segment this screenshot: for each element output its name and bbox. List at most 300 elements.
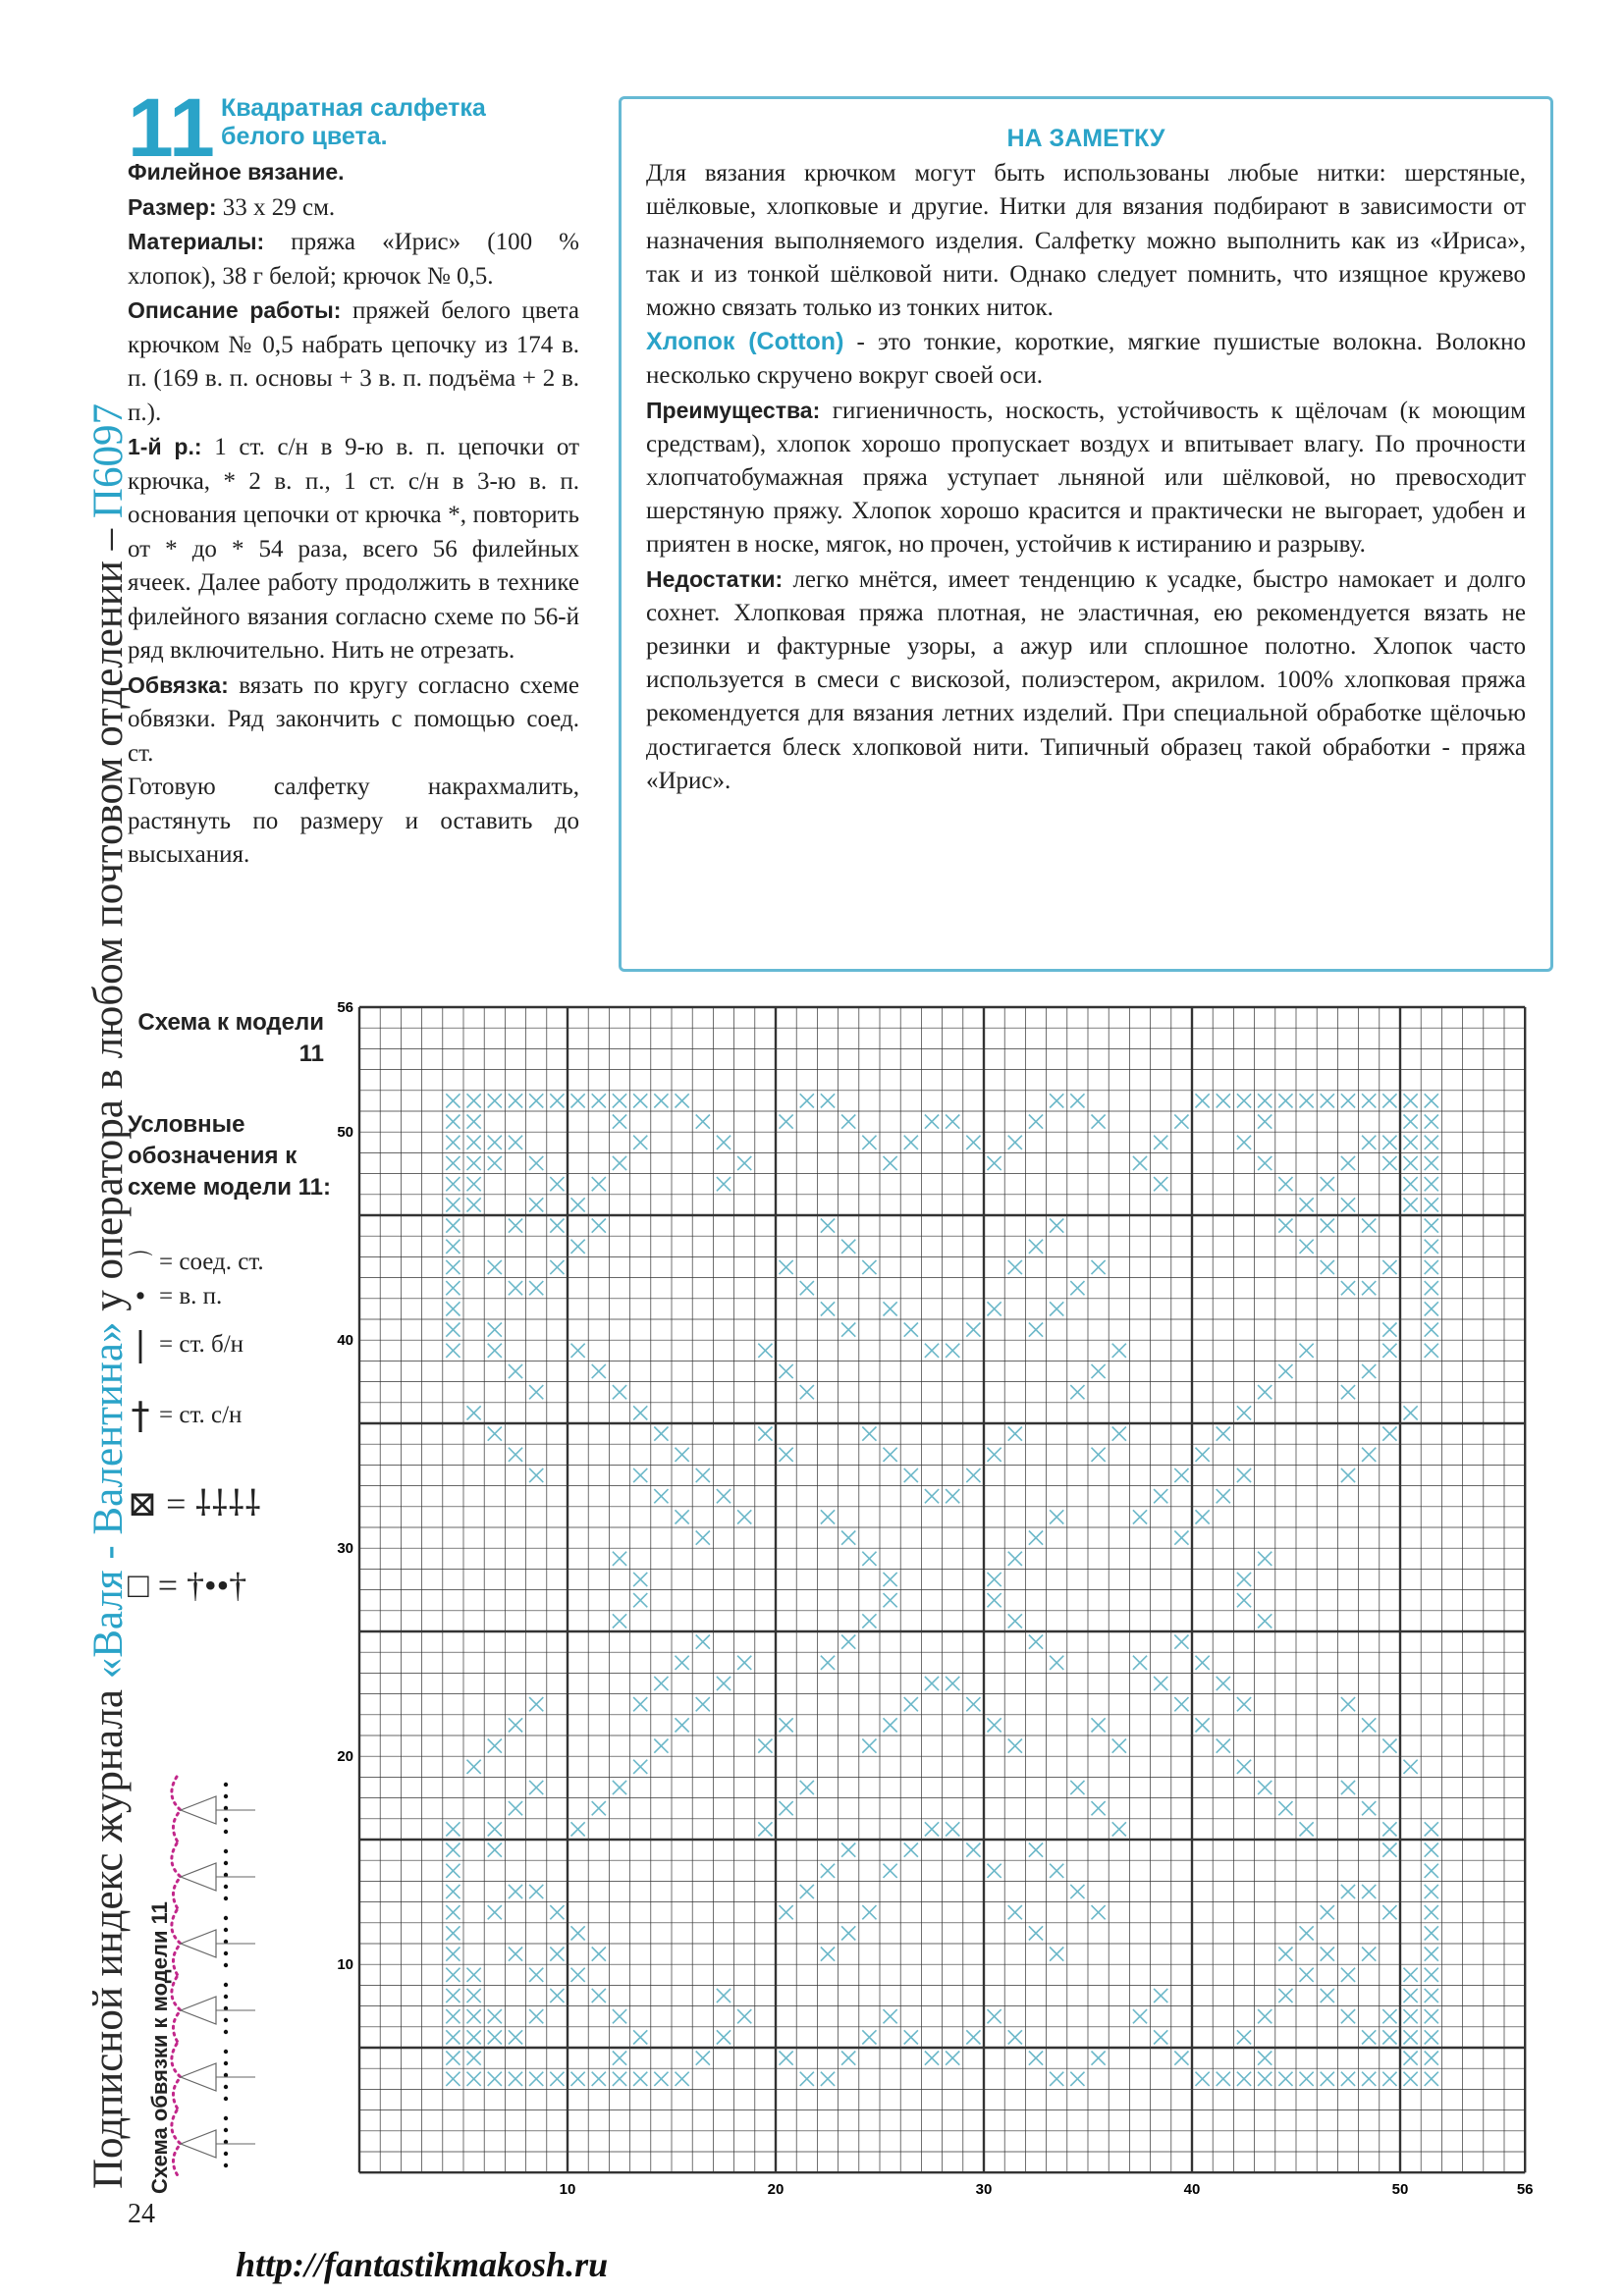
edging-chain-dot [224, 1896, 228, 1900]
technique: Филейное вязание. [128, 159, 345, 185]
filled-cell-cross [1300, 1968, 1314, 1982]
filled-cell-cross [737, 1656, 751, 1670]
filled-cell-cross [633, 1136, 647, 1149]
filled-cell-cross [862, 1552, 876, 1566]
filled-cell-cross [509, 1136, 522, 1149]
filled-cell-cross [1070, 1094, 1084, 1107]
filled-cell-cross [1217, 1427, 1230, 1441]
sidebar-text-part3: у оператора в любом почтовом отделении – [85, 518, 132, 1322]
filled-cell-cross [529, 2009, 543, 2023]
filled-cell-cross [529, 1156, 543, 1170]
filet-chart [295, 991, 1571, 2199]
filled-cell-cross [1237, 1094, 1251, 1107]
filled-cell-cross [1404, 1094, 1418, 1107]
filled-cell-cross [509, 1448, 522, 1462]
filled-cell-cross [1092, 1364, 1106, 1378]
filled-cell-cross [654, 2072, 668, 2086]
filled-cell-cross [654, 1677, 668, 1690]
filled-cell-cross [1154, 2030, 1167, 2044]
filled-cell-cross [488, 1260, 502, 1274]
pros-label: Преимущества: [646, 397, 821, 423]
filled-cell-cross [446, 1864, 460, 1878]
filled-cell-cross [1112, 1344, 1126, 1358]
filled-cell-cross [529, 1781, 543, 1794]
filled-cell-cross [1362, 2072, 1376, 2086]
filled-cell-cross [1404, 2072, 1418, 2086]
filled-cell-cross [529, 1697, 543, 1711]
edging-chain-dot [224, 1995, 228, 1999]
filled-cell-cross [1362, 1801, 1376, 1815]
filled-cell-cross [446, 1926, 460, 1940]
filled-cell-cross [925, 1344, 939, 1358]
filled-cell-cross [862, 1739, 876, 1753]
filled-cell-cross [1196, 1718, 1210, 1732]
filled-cell-cross [925, 2052, 939, 2065]
double-crochet-icon: † [131, 1394, 150, 1437]
edging-chain-dot [224, 1951, 228, 1955]
filled-cell-cross [446, 1281, 460, 1295]
filled-cell-cross [1425, 1260, 1438, 1274]
filled-cell-cross [1070, 1781, 1084, 1794]
filled-cell-cross [1404, 1136, 1418, 1149]
filled-cell-cross [1362, 1948, 1376, 1961]
filled-cell-cross [1258, 1156, 1272, 1170]
legend-empty-cell: □ = †••† [128, 1566, 247, 1605]
filled-cell-cross [446, 2072, 460, 2086]
edging-chain-dot [224, 1783, 228, 1787]
filled-cell-cross [529, 1468, 543, 1482]
filled-cell-cross [1382, 2072, 1396, 2086]
edging-chain-dot [224, 1885, 228, 1889]
filled-cell-cross [633, 1760, 647, 1774]
filled-cell-cross [1050, 1948, 1063, 1961]
legend-text: = соед. ст. [159, 1249, 264, 1275]
edging-chain-dot [224, 2097, 228, 2101]
filled-cell-cross [488, 1344, 502, 1358]
filled-cell-cross [862, 1136, 876, 1149]
filled-cell-cross [1174, 1697, 1188, 1711]
filled-cell-cross [1196, 1656, 1210, 1670]
filled-cell-cross [1321, 1177, 1334, 1191]
filled-cell-cross [696, 1697, 710, 1711]
legend-filled-cell: ⊠ = ⸸⸸⸸⸸ [128, 1484, 262, 1523]
filled-cell-cross [571, 2072, 585, 2086]
filled-cell-cross [821, 1219, 835, 1233]
filled-cell-cross [925, 1677, 939, 1690]
legend-text: = ст. с/н [159, 1402, 243, 1428]
filled-cell-cross [1300, 1240, 1314, 1254]
filled-cell-cross [571, 1198, 585, 1211]
y-tick-label: 10 [337, 1956, 353, 1974]
x-tick-label: 10 [559, 2181, 576, 2199]
edging-chain-dot [224, 2018, 228, 2022]
filled-cell-cross [946, 1115, 959, 1129]
filled-cell-cross [1300, 1344, 1314, 1358]
x-tick-label: 50 [1391, 2181, 1409, 2199]
filled-cell-cross [1092, 1448, 1106, 1462]
filled-cell-cross [550, 1219, 564, 1233]
filled-cell-cross [1404, 1968, 1418, 1982]
filled-cell-cross [780, 1905, 793, 1919]
filled-cell-cross [1008, 1427, 1022, 1441]
filled-cell-cross [488, 1427, 502, 1441]
filled-cell-cross [966, 1697, 980, 1711]
filled-cell-cross [1382, 1905, 1396, 1919]
single-crochet-icon: | [135, 1325, 146, 1364]
filled-cell-cross [1321, 1094, 1334, 1107]
legend-item-dc [128, 1394, 242, 1437]
filled-cell-cross [488, 1822, 502, 1836]
model-number: 11 [128, 81, 215, 174]
filled-cell-cross [988, 1593, 1001, 1607]
filled-cell-cross [613, 1115, 626, 1129]
filled-cell-cross [613, 1781, 626, 1794]
filled-cell-cross [1237, 2030, 1251, 2044]
filled-cell-cross [1404, 2009, 1418, 2023]
filled-cell-cross [446, 2009, 460, 2023]
filled-cell-cross [1382, 1344, 1396, 1358]
filled-cell-cross [1174, 1635, 1188, 1649]
filled-cell-cross [904, 1323, 918, 1337]
filled-cell-cross [488, 1094, 502, 1107]
filled-cell-cross [550, 1989, 564, 2002]
filled-cell-cross [1237, 1136, 1251, 1149]
filled-cell-cross [1362, 1885, 1376, 1898]
filled-cell-cross [1382, 1136, 1396, 1149]
filled-cell-cross [988, 1302, 1001, 1315]
filled-cell-cross [1196, 2072, 1210, 2086]
filled-cell-cross [467, 1177, 481, 1191]
filled-cell-cross [1092, 1905, 1106, 1919]
filled-cell-cross [676, 1448, 689, 1462]
filled-cell-cross [1154, 1177, 1167, 1191]
filled-cell-cross [1362, 1718, 1376, 1732]
filled-cell-cross [1217, 1094, 1230, 1107]
filled-cell-cross [467, 1760, 481, 1774]
filled-cell-cross [467, 2072, 481, 2086]
filled-cell-cross [1278, 1989, 1292, 2002]
row1-value: 1 ст. с/н в 9-ю в. п. цепочки от крючка, * 2 в. п., 1 ст. с/н в 3-ю в. п. основания цепочки от крючка *, повторить от * до * 54 раза, всего 56 филейных ячеек. Далее работу продолжить в технике филейного вязания согласно схеме по 56-й ряд включительно. Нить не отрезать. [128, 434, 579, 664]
filled-cell-cross [1425, 2030, 1438, 2044]
filled-cell-cross [841, 1240, 855, 1254]
filled-cell-cross [1050, 1219, 1063, 1233]
filled-cell-cross [1382, 1822, 1396, 1836]
filled-cell-cross [654, 1489, 668, 1503]
description [128, 155, 579, 873]
filled-cell-cross [1133, 2009, 1147, 2023]
filled-cell-cross [841, 1531, 855, 1545]
filled-cell-cross [1382, 1323, 1396, 1337]
filled-cell-cross [676, 1094, 689, 1107]
filled-cell-cross [1425, 1115, 1438, 1129]
filled-cell-cross [1300, 2072, 1314, 2086]
filled-cell-cross [1258, 1614, 1272, 1628]
filled-cell-cross [1425, 1323, 1438, 1337]
filled-cell-cross [613, 1385, 626, 1399]
filled-cell-cross [1008, 1614, 1022, 1628]
filled-cell-cross [1404, 1198, 1418, 1211]
filled-cell-cross [1092, 1801, 1106, 1815]
filled-cell-cross [509, 1364, 522, 1378]
filled-cell-cross [1425, 1948, 1438, 1961]
filled-cell-cross [988, 1448, 1001, 1462]
legend-item-slip [128, 1245, 264, 1280]
materials-value: пряжа «Ирис» (100 % хлопок), 38 г белой; крючок № 0,5. [128, 229, 579, 290]
filled-cell-cross [946, 1489, 959, 1503]
filled-cell-cross [467, 1406, 481, 1419]
filled-cell-cross [884, 1448, 897, 1462]
filled-cell-cross [1050, 1864, 1063, 1878]
filled-cell-cross [488, 1843, 502, 1857]
filled-cell-cross [862, 1260, 876, 1274]
filled-cell-cross [1404, 1989, 1418, 2002]
filled-cell-cross [821, 2072, 835, 2086]
filled-cell-cross [633, 1573, 647, 1586]
filled-cell-cross [884, 1718, 897, 1732]
filled-cell-cross [446, 1240, 460, 1254]
filled-cell-cross [884, 1156, 897, 1170]
filled-cell-cross [509, 1718, 522, 1732]
filled-cell-cross [1258, 1552, 1272, 1566]
filled-cell-cross [509, 1801, 522, 1815]
filled-cell-cross [696, 1635, 710, 1649]
filled-cell-cross [1092, 1718, 1106, 1732]
filled-cell-cross [1341, 1385, 1355, 1399]
filled-cell-cross [821, 1656, 835, 1670]
filled-cell-cross [446, 1948, 460, 1961]
filled-cell-cross [841, 1115, 855, 1129]
filled-cell-cross [1008, 1905, 1022, 1919]
filled-cell-cross [1258, 2052, 1272, 2065]
filled-cell-cross [696, 1468, 710, 1482]
filled-cell-cross [821, 1094, 835, 1107]
filled-cell-cross [676, 1656, 689, 1670]
filled-cell-cross [592, 1989, 606, 2002]
filled-cell-cross [780, 1801, 793, 1815]
filled-cell-cross [1070, 1885, 1084, 1898]
filled-cell-cross [780, 1364, 793, 1378]
scheme-title: Схема к модели 11 [137, 1009, 324, 1067]
edging-chain-dot [224, 1983, 228, 1987]
filled-cell-cross [529, 1968, 543, 1982]
filled-cell-cross [841, 1635, 855, 1649]
filled-cell-cross [1425, 1281, 1438, 1295]
filled-cell-cross [1050, 1094, 1063, 1107]
filled-cell-cross [467, 1989, 481, 2002]
filled-cell-cross [800, 1781, 814, 1794]
filled-cell-cross [1154, 1489, 1167, 1503]
filled-cell-cross [1008, 2030, 1022, 2044]
filled-cell-cross [1092, 1115, 1106, 1129]
filled-cell-cross [654, 1427, 668, 1441]
filled-cell-cross [1425, 1240, 1438, 1254]
cons-label: Недостатки: [646, 565, 784, 592]
filled-cell-cross [1425, 1219, 1438, 1233]
row1-label: 1-й р.: [128, 434, 202, 459]
filled-cell-cross [904, 1697, 918, 1711]
filled-cell-cross [988, 2009, 1001, 2023]
edging-chain-dot [224, 2128, 228, 2132]
magazine-name: «Валя - Валентина» [85, 1321, 132, 1680]
filled-cell-cross [467, 1136, 481, 1149]
filled-cell-cross [1278, 1094, 1292, 1107]
filled-cell-cross [1029, 1635, 1043, 1649]
filled-cell-cross [1362, 1364, 1376, 1378]
filled-cell-cross [633, 1697, 647, 1711]
filled-cell-cross [592, 1177, 606, 1191]
filled-cell-cross [529, 1885, 543, 1898]
filled-cell-cross [1133, 1156, 1147, 1170]
filled-cell-cross [988, 1573, 1001, 1586]
filled-cell-cross [821, 1302, 835, 1315]
filled-cell-cross [1196, 1094, 1210, 1107]
edging-chain-dot [224, 2163, 228, 2167]
work-label: Описание работы: [128, 297, 342, 323]
sidebar-text-part1: Подписной индекс журнала [85, 1679, 132, 2189]
filled-cell-cross [1425, 2072, 1438, 2086]
filled-cell-cross [1217, 2072, 1230, 2086]
filled-cell-cross [1425, 1989, 1438, 2002]
filled-cell-cross [1362, 1281, 1376, 1295]
y-tick-label: 50 [337, 1124, 353, 1142]
filled-cell-cross [1382, 2009, 1396, 2023]
filled-cell-cross [1029, 1926, 1043, 1940]
edging-stitch [181, 2130, 216, 2158]
filled-cell-cross [446, 1344, 460, 1358]
filled-cell-cross [1321, 1989, 1334, 2002]
filled-cell-cross [592, 1364, 606, 1378]
filled-cell-cross [446, 2030, 460, 2044]
edging-chain-dot [224, 1794, 228, 1798]
filled-cell-cross [446, 1260, 460, 1274]
filled-cell-cross [1300, 1822, 1314, 1836]
filled-cell-cross [1341, 1094, 1355, 1107]
filled-cell-cross [654, 1739, 668, 1753]
edging-stitch [181, 1930, 216, 1957]
note-title: НА ЗАМЕТКУ [1006, 125, 1165, 152]
filled-cell-cross [862, 1427, 876, 1441]
filled-cell-cross [1154, 1136, 1167, 1149]
filled-cell-cross [1278, 1801, 1292, 1815]
filled-cell-cross [925, 1489, 939, 1503]
filled-cell-cross [676, 1718, 689, 1732]
filled-cell-cross [1217, 1489, 1230, 1503]
filled-cell-cross [841, 1323, 855, 1337]
filled-cell-cross [1050, 1302, 1063, 1315]
filled-cell-cross [467, 2052, 481, 2065]
filled-cell-cross [571, 1344, 585, 1358]
filled-cell-cross [821, 1948, 835, 1961]
filled-cell-cross [1425, 1968, 1438, 1982]
edging-chain-dot [224, 1928, 228, 1932]
filled-cell-cross [1154, 1989, 1167, 2002]
filled-cell-cross [1029, 1240, 1043, 1254]
filled-cell-cross [717, 1989, 731, 2002]
filled-cell-cross [946, 1344, 959, 1358]
slip-stitch-icon: ⌒ [128, 1250, 153, 1278]
filled-cell-cross [446, 1177, 460, 1191]
legend-item-chain [128, 1282, 222, 1310]
filled-cell-cross [676, 1510, 689, 1523]
filled-cell-cross [1112, 1427, 1126, 1441]
filled-cell-cross [780, 1718, 793, 1732]
filled-cell-cross [737, 2009, 751, 2023]
filled-cell-cross [904, 1843, 918, 1857]
filled-cell-cross [1404, 1156, 1418, 1170]
filled-cell-cross [550, 1905, 564, 1919]
y-tick-label: 56 [337, 999, 353, 1016]
filled-cell-cross [780, 1115, 793, 1129]
filled-cell-cross [758, 1739, 772, 1753]
filled-cell-cross [717, 1177, 731, 1191]
subscription-sidebar [45, 98, 132, 2189]
filled-cell-cross [446, 1156, 460, 1170]
filled-cell-cross [1029, 1323, 1043, 1337]
filled-cell-cross [884, 1864, 897, 1878]
filled-cell-cross [1425, 2052, 1438, 2065]
filled-cell-cross [467, 1094, 481, 1107]
filled-cell-cross [966, 1843, 980, 1857]
filled-cell-cross [633, 2072, 647, 2086]
filled-cell-cross [946, 2052, 959, 2065]
x-tick-label: 20 [767, 2181, 785, 2199]
filled-cell-cross [592, 1801, 606, 1815]
filled-cell-cross [446, 1198, 460, 1211]
filled-cell-cross [1278, 1948, 1292, 1961]
filled-cell-cross [488, 1323, 502, 1337]
filled-cell-cross [1278, 1177, 1292, 1191]
site-url: http://fantastikmakosh.ru [236, 2245, 609, 2284]
filled-cell-cross [613, 2072, 626, 2086]
filled-cell-cross [862, 1905, 876, 1919]
filled-cell-cross [1258, 1781, 1272, 1794]
filled-cell-cross [1362, 1448, 1376, 1462]
filled-cell-cross [509, 2072, 522, 2086]
filled-cell-cross [1404, 2030, 1418, 2044]
filled-cell-cross [1362, 1219, 1376, 1233]
finish-text: Готовую салфетку накрахмалить, растянуть по размеру и оставить до высыхания. [128, 774, 579, 868]
filled-cell-cross [1341, 1697, 1355, 1711]
filled-cell-cross [966, 1136, 980, 1149]
filled-cell-cross [946, 1822, 959, 1836]
filled-cell-cross [1174, 2052, 1188, 2065]
filled-cell-cross [467, 1115, 481, 1129]
filled-cell-cross [717, 2030, 731, 2044]
filled-cell-cross [1258, 2009, 1272, 2023]
filled-cell-cross [1070, 1281, 1084, 1295]
filled-cell-cross [1382, 1843, 1396, 1857]
filled-cell-cross [1425, 1198, 1438, 1211]
filled-cell-cross [633, 1468, 647, 1482]
filled-cell-cross [488, 2072, 502, 2086]
edging-chain-dot [224, 1818, 228, 1822]
filled-cell-cross [1382, 1156, 1396, 1170]
filled-cell-cross [966, 2030, 980, 2044]
filled-cell-cross [758, 1344, 772, 1358]
filled-cell-cross [529, 1281, 543, 1295]
edging-chain-dot [224, 2061, 228, 2065]
filled-cell-cross [800, 1385, 814, 1399]
filled-cell-cross [1362, 2030, 1376, 2044]
filled-cell-cross [446, 1302, 460, 1315]
filled-cell-cross [467, 1968, 481, 1982]
filled-cell-cross [571, 1822, 585, 1836]
filled-cell-cross [884, 1302, 897, 1315]
filled-cell-cross [1258, 1385, 1272, 1399]
filled-cell-cross [676, 2072, 689, 2086]
edging-chain-dot [224, 2085, 228, 2089]
filled-cell-cross [592, 1219, 606, 1233]
